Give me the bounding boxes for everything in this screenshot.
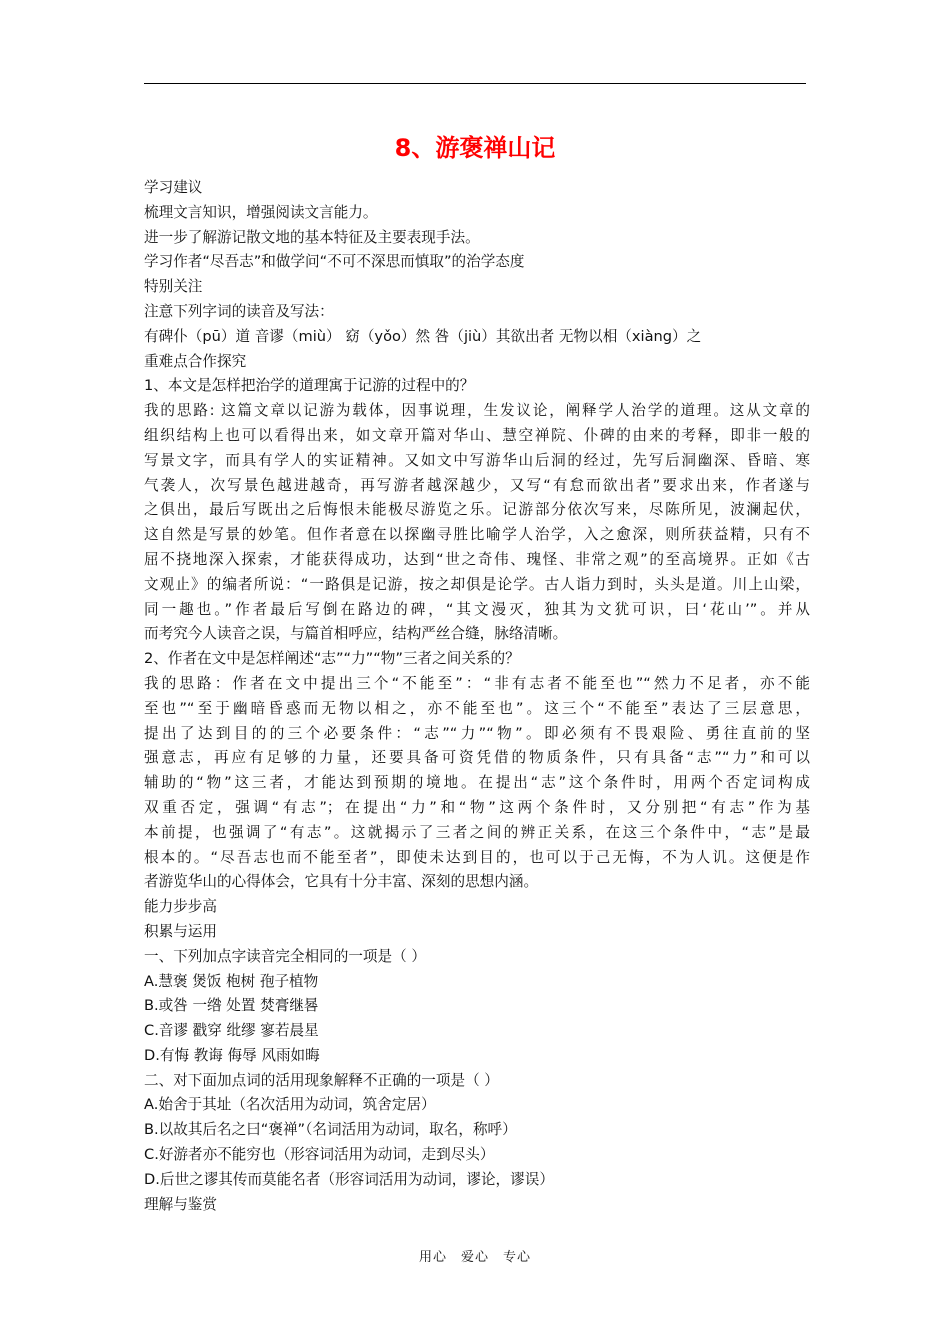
body-text [144,176,810,1217]
answer-line: 根本的。“尽吾志也而不能至者”，即使未达到目的，也可以于己无悔，不为人讥。这便是作 [144,848,810,866]
section-heading-ability: 能力步步高 [144,898,217,916]
answer-line: 双重否定，强调“有志”；在提出“力”和“物”这两个条件时，又分别把“有志”作为基 [144,798,810,816]
answer-line: 这自然是写景的妙笔。但作者意在以探幽寻胜比喻学人治学，入之愈深，则所获益精，只有不 [144,526,810,544]
vocabulary-line: 有碑仆（pū）道 音谬（miù） 窈（yǒo）然 咎（jiù）其欲出者 无物以相（xiàng）之 [144,327,702,345]
advice-item: 学习作者“尽吾志”和做学问“不可不深思而慎取”的治学态度 [144,253,525,271]
answer-line: 气袭人，次写景色越进越奇，再写游者越深越少，又写“有怠而欲出者”要求出来，作者遂与 [144,476,810,494]
section-heading-study-advice: 学习建议 [144,179,203,196]
answer-line: 屈不挠地深入探索，才能获得成功，达到“世之奇伟、瑰怪、非常之观”的至高境界。正如《古 [144,550,810,568]
paragraph-line: 注意下列字词的读音及写法： [144,302,334,320]
page-footer: 用心 爱心 专心 [418,1250,531,1265]
answer-line: 之俱出，最后写既出之后悔恨未能极尽游览之乐。记游部分依次写来，尽陈所见，波澜起伏， [144,501,810,519]
section-heading-special-focus: 特别关注 [144,278,203,296]
exercise-option: C.好游者亦不能穷也（形容词活用为动词，走到尽头） [144,1146,495,1164]
answer-line: 我的思路：作者在文中提出三个“不能至”：“非有志者不能至也”“然力不足者，亦不能 [144,674,810,692]
exercise-option: A.始舍于其址（名次活用为动词，筑舍定居） [144,1096,436,1114]
answer-line: 本前提，也强调了“有志”。这就揭示了三者之间的辨正关系，在这三个条件中，“志”是最 [144,823,810,841]
answer-line: 提出了达到目的的三个必要条件：“志”“力”“物”。即必须有不畏艰险、勇往直前的坚 [144,724,810,742]
exercise-question: 一、下列加点字读音完全相同的一项是（ ） [144,947,426,965]
answer-line: 辅助的“物”这三者，才能达到预期的境地。在提出“志”这个条件时，用两个否定词构成 [144,774,810,792]
header-rule [144,83,806,84]
section-heading-understanding: 理解与鉴赏 [144,1195,217,1213]
question-2: 2、作者在文中是怎样阐述“志”“力”“物”三者之间关系的？ [144,650,520,668]
answer-line: 同一趣也。”作者最后写倒在路边的碑，“其文漫灭，独其为文犹可识，曰‘花山’”。并从 [144,600,810,618]
document-title: 8、游褒禅山记 [394,134,556,162]
exercise-option: D.有悔 教诲 侮辱 风雨如晦 [144,1046,320,1064]
answer-line: 写景文字，而具有学人的实证精神。又如文中写游华山后洞的经过，先写后洞幽深、昏暗、寒 [144,451,810,469]
exercise-option: A.慧褒 煲饭 枹树 孢子植物 [144,972,319,990]
exercise-option: B.以故其后名之曰“褒禅”（名词活用为动词，取名，称呼） [144,1121,517,1139]
answer-line: 者游览华山的心得体会，它具有十分丰富、深刻的思想内涵。 [144,873,539,891]
advice-item: 进一步了解游记散文地的基本特征及主要表现手法。 [144,228,480,246]
exercise-option: D.后世之谬其传而莫能名者（形容词活用为动词，谬论，谬误） [144,1170,554,1188]
answer-line: 至也”“至于幽暗昏惑而无物以相之，亦不能至也”。这三个“不能至”表达了三层意思， [144,699,810,717]
section-heading-key-points: 重难点合作探究 [144,352,247,370]
answer-line: 强意志，再应有足够的力量，还要具备可资凭借的物质条件，只有具备“志”“力”和可以 [144,749,810,767]
answer-line: 而考究今人读音之误，与篇首相呼应，结构严丝合缝，脉络清晰。 [144,625,568,643]
answer-line: 文观止》的编者所说：“一路俱是记游，按之却俱是论学。古人诣力到时，头头是道。川上山梁， [144,575,810,593]
question-1: 1、本文是怎样把治学的道理寓于记游的过程中的？ [144,377,475,395]
exercise-option: C.音谬 戳穿 纰缪 寥若晨星 [144,1022,319,1040]
answer-line: 我的思路: 这篇文章以记游为载体，因事说理，生发议论，阐释学人治学的道理。这从文章的 [144,402,810,420]
exercise-option: B.或咎 一绺 处置 焚膏继晷 [144,997,319,1015]
section-heading-accumulate: 积累与运用 [144,922,217,940]
exercise-question: 二、对下面加点词的活用现象解释不正确的一项是（ ） [144,1071,499,1089]
answer-line: 组织结构上也可以看得出来，如文章开篇对华山、慧空禅院、仆碑的由来的考释，即非一般的 [144,426,810,444]
advice-item: 梳理文言知识，增强阅读文言能力。 [144,203,378,221]
